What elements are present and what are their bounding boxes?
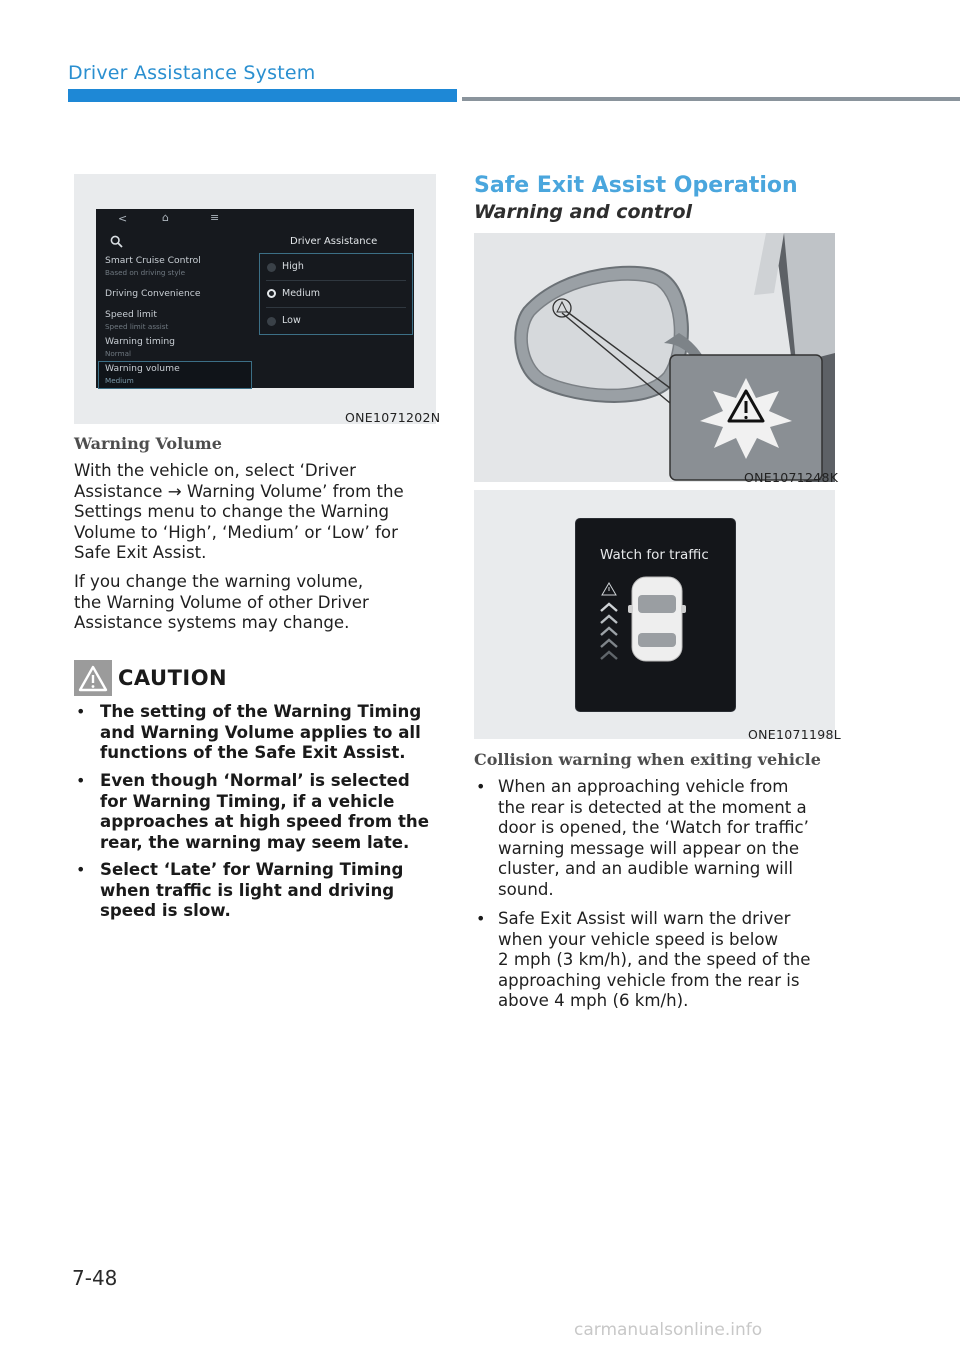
section-title: Safe Exit Assist Operation (474, 173, 798, 198)
text-line: Assistance systems may change. (74, 613, 350, 633)
text-line: the Warning Volume of other Driver (74, 592, 369, 612)
text-line: Volume to ‘High’, ‘Medium’ or ‘Low’ for (74, 522, 398, 542)
figure-code: ONE1071202N (345, 410, 441, 425)
bullet-text (498, 777, 846, 901)
text-line: The setting of the Warning Timing (100, 702, 422, 721)
bullet-dot: • (76, 702, 86, 721)
menu-item-sub: Based on driving style (105, 268, 185, 277)
cluster-display (575, 518, 736, 712)
paragraph (74, 572, 444, 634)
bullet-dot: • (76, 771, 86, 790)
subhead-warning-volume: Warning Volume (74, 434, 222, 453)
warning-triangle-icon (74, 660, 112, 696)
cluster-message: Watch for traffic (600, 547, 709, 563)
caution-label: CAUTION (118, 666, 228, 690)
section-subtitle: Warning and control (474, 201, 693, 223)
option-label: Medium (282, 288, 320, 299)
text-line: Select ‘Late’ for Warning Timing (100, 860, 404, 879)
figure-code: ONE1071198L (748, 727, 842, 742)
menu-icon: ≡ (210, 211, 220, 224)
bullet-dot: • (476, 777, 486, 796)
divider (266, 280, 406, 281)
text-line: the rear is detected at the moment a (498, 797, 807, 817)
text-line: 2 mph (3 km/h), and the speed of the (498, 950, 811, 970)
text-line: sound. (498, 879, 554, 899)
home-icon: ⌂ (162, 211, 169, 224)
text-line: and Warning Volume applies to all (100, 722, 421, 742)
text-line: door is opened, the ‘Watch for traffic’ (498, 818, 809, 838)
bullet-text (100, 860, 445, 922)
radio-high (267, 263, 276, 272)
figure-side-mirror (474, 233, 835, 482)
bullet-text (100, 771, 445, 853)
menu-item-label: Speed limit (105, 309, 157, 320)
text-line: approaching vehicle from the rear is (498, 970, 800, 990)
radio-low (267, 317, 276, 326)
text-line: Even though ‘Normal’ is selected (100, 771, 410, 790)
text-line: when your vehicle speed is below (498, 929, 779, 949)
search-icon (110, 235, 123, 248)
subhead-collision-warning: Collision warning when exiting vehicle (474, 750, 821, 769)
page-number: 7-48 (72, 1266, 118, 1290)
watermark: carmanualsonline.info (574, 1320, 763, 1340)
menu-item-selected (98, 361, 252, 389)
bullet-text (100, 702, 445, 764)
figure-code: ONE1071248K (744, 470, 839, 485)
vehicle-approach-icon (596, 575, 716, 671)
text-line: Safe Exit Assist. (74, 543, 207, 563)
running-header: Driver Assistance System (68, 62, 316, 84)
back-icon: < (118, 212, 128, 225)
bullet-text (498, 909, 846, 1012)
bullet-dot: • (76, 860, 86, 879)
paragraph (74, 461, 444, 564)
text-line: above 4 mph (6 km/h). (498, 991, 689, 1011)
text-line: If you change the warning volume, (74, 572, 364, 591)
text-line: for Warning Timing, if a vehicle (100, 791, 395, 811)
text-line: speed is slow. (100, 901, 231, 921)
menu-item-sub: Medium (105, 376, 134, 385)
menu-item-label: Warning volume (105, 363, 180, 374)
side-mirror-illustration (474, 233, 835, 482)
option-label: Low (282, 315, 301, 326)
screen-title: Driver Assistance (290, 236, 378, 247)
text-line: when traffic is light and driving (100, 880, 395, 900)
radio-medium-selected (267, 289, 276, 298)
text-line: Safe Exit Assist will warn the driver (498, 909, 791, 928)
caution-icon-box (74, 660, 112, 696)
menu-item-label: Smart Cruise Control (105, 255, 201, 266)
text-line: cluster, and an audible warning will (498, 859, 794, 879)
header-bar-gray (462, 97, 960, 101)
divider (266, 307, 406, 308)
text-line: When an approaching vehicle from (498, 777, 789, 796)
header-bar-blue (68, 89, 457, 102)
text-line: warning message will appear on the (498, 838, 800, 858)
text-line: Assistance → Warning Volume’ from the (74, 481, 404, 501)
menu-item-label: Warning timing (105, 336, 176, 347)
menu-item-label: Driving Convenience (105, 288, 201, 299)
text-line: Settings menu to change the Warning (74, 502, 390, 522)
text-line: approaches at high speed from the (100, 812, 429, 832)
options-panel-frame (259, 253, 413, 335)
menu-item-sub: Normal (105, 349, 132, 358)
text-line: functions of the Safe Exit Assist. (100, 743, 406, 763)
text-line: With the vehicle on, select ‘Driver (74, 461, 356, 480)
bullet-dot: • (476, 909, 486, 928)
text-line: rear, the warning may seem late. (100, 832, 410, 852)
option-label: High (282, 261, 304, 272)
menu-item-sub: Speed limit assist (105, 322, 169, 331)
